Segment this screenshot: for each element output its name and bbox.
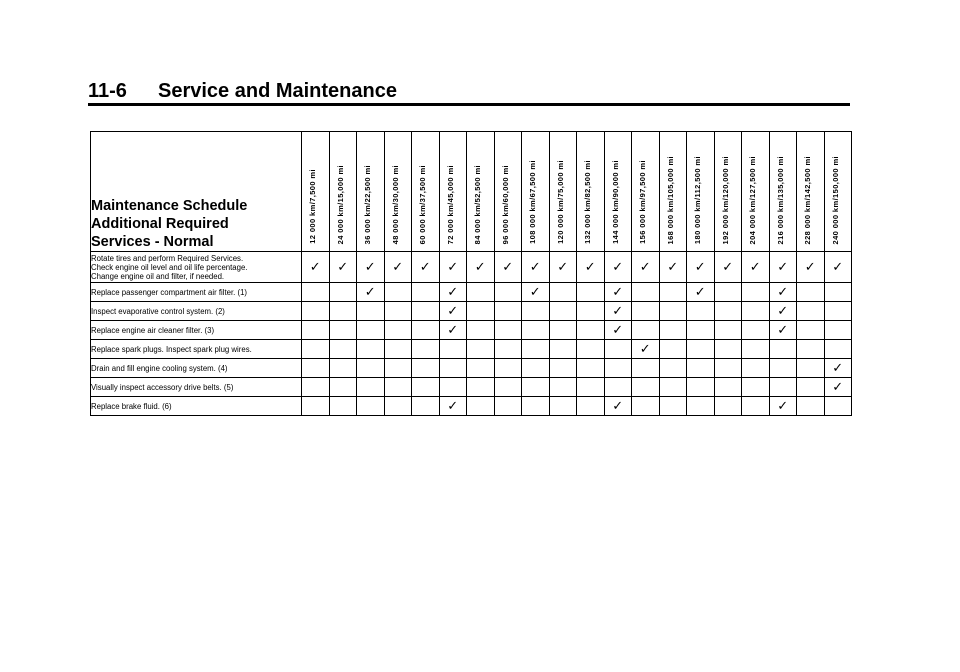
interval-cell <box>577 378 605 397</box>
interval-cell <box>632 302 660 321</box>
interval-cell <box>329 397 357 416</box>
interval-cell <box>632 283 660 302</box>
service-description <box>91 397 302 416</box>
service-text: Visually inspect accessory drive belts. (5) <box>91 382 234 392</box>
interval-cell <box>522 359 550 378</box>
interval-cell <box>412 302 440 321</box>
interval-cell <box>687 321 715 340</box>
interval-cell <box>384 378 412 397</box>
interval-cell <box>604 359 632 378</box>
interval-cell <box>604 283 632 302</box>
page-number: 11-6 <box>88 80 127 102</box>
interval-cell <box>494 340 522 359</box>
checkmark-icon: ✓ <box>447 304 459 319</box>
interval-cell <box>439 397 467 416</box>
interval-cell <box>357 378 385 397</box>
checkmark-icon: ✓ <box>447 399 459 414</box>
interval-cell <box>384 252 412 283</box>
interval-cell <box>467 397 495 416</box>
interval-cell <box>687 378 715 397</box>
interval-header <box>577 132 605 252</box>
interval-cell <box>412 397 440 416</box>
interval-cell <box>659 340 687 359</box>
service-description <box>91 321 302 340</box>
interval-cell <box>714 302 742 321</box>
interval-cell <box>604 252 632 283</box>
interval-cell <box>632 321 660 340</box>
interval-cell <box>824 340 852 359</box>
interval-cell <box>384 340 412 359</box>
interval-label: 132 000 km/82,500 mi <box>583 160 592 244</box>
interval-cell <box>522 252 550 283</box>
checkmark-icon: ✓ <box>584 260 596 275</box>
interval-cell <box>604 397 632 416</box>
interval-cell <box>714 252 742 283</box>
interval-header <box>742 132 770 252</box>
interval-cell <box>769 340 797 359</box>
interval-cell <box>329 359 357 378</box>
interval-cell <box>439 378 467 397</box>
checkmark-icon: ✓ <box>447 285 459 300</box>
table-header-row <box>91 132 852 252</box>
checkmark-icon: ✓ <box>832 361 844 376</box>
interval-header <box>687 132 715 252</box>
interval-label: 192 000 km/120,000 mi <box>720 155 730 244</box>
checkmark-icon: ✓ <box>392 260 404 275</box>
service-text: Replace spark plugs. Inspect spark plug wires. <box>91 344 252 354</box>
interval-header <box>522 132 550 252</box>
interval-label: 240 000 km/150,000 mi <box>830 155 840 244</box>
interval-header <box>604 132 632 252</box>
interval-label: 120 000 km/75,000 mi <box>555 160 565 244</box>
checkmark-icon: ✓ <box>557 260 569 275</box>
interval-header <box>357 132 385 252</box>
interval-label: 156 000 km/97,500 mi <box>638 160 647 244</box>
interval-cell <box>687 302 715 321</box>
interval-cell <box>742 302 770 321</box>
interval-cell <box>439 302 467 321</box>
interval-cell <box>329 378 357 397</box>
interval-header <box>769 132 797 252</box>
service-text: Check engine oil level and oil life percentage. <box>91 262 248 272</box>
checkmark-icon: ✓ <box>309 260 321 275</box>
interval-label: 168 000 km/105,000 mi <box>665 155 675 244</box>
checkmark-icon: ✓ <box>447 260 459 275</box>
interval-label: 96 000 km/60,000 mi <box>500 164 510 244</box>
interval-cell <box>302 283 330 302</box>
interval-cell <box>687 340 715 359</box>
interval-cell <box>742 340 770 359</box>
interval-cell <box>412 359 440 378</box>
interval-cell <box>577 340 605 359</box>
interval-cell <box>577 252 605 283</box>
interval-cell <box>687 397 715 416</box>
interval-label: 24 000 km/15,000 mi <box>335 164 345 244</box>
interval-cell <box>302 378 330 397</box>
interval-cell <box>824 252 852 283</box>
interval-cell <box>824 378 852 397</box>
interval-cell <box>797 321 825 340</box>
interval-cell <box>687 283 715 302</box>
interval-cell <box>577 283 605 302</box>
interval-header <box>384 132 412 252</box>
interval-cell <box>742 283 770 302</box>
interval-cell <box>769 397 797 416</box>
interval-cell <box>604 302 632 321</box>
interval-cell <box>714 283 742 302</box>
checkmark-icon: ✓ <box>722 260 734 275</box>
checkmark-icon: ✓ <box>694 260 706 275</box>
interval-cell <box>467 321 495 340</box>
interval-cell <box>797 252 825 283</box>
interval-cell <box>302 359 330 378</box>
interval-cell <box>439 283 467 302</box>
interval-header <box>302 132 330 252</box>
interval-header <box>329 132 357 252</box>
interval-cell <box>302 252 330 283</box>
interval-header <box>494 132 522 252</box>
interval-cell <box>632 397 660 416</box>
interval-cell <box>769 378 797 397</box>
interval-cell <box>522 340 550 359</box>
table-row <box>91 252 852 283</box>
interval-cell <box>797 359 825 378</box>
checkmark-icon: ✓ <box>639 342 651 357</box>
interval-cell <box>384 302 412 321</box>
interval-cell <box>412 321 440 340</box>
interval-cell <box>467 283 495 302</box>
interval-cell <box>522 302 550 321</box>
checkmark-icon: ✓ <box>749 260 761 275</box>
checkmark-icon: ✓ <box>337 260 349 275</box>
interval-label: 60 000 km/37,500 mi <box>418 164 427 244</box>
interval-cell <box>604 321 632 340</box>
interval-cell <box>357 340 385 359</box>
table-title-line: Maintenance Schedule <box>91 198 248 214</box>
interval-cell <box>714 378 742 397</box>
table-row <box>91 340 852 359</box>
interval-cell <box>522 283 550 302</box>
checkmark-icon: ✓ <box>777 323 789 338</box>
interval-cell <box>659 302 687 321</box>
interval-cell <box>329 302 357 321</box>
service-text: Replace brake fluid. (6) <box>91 401 172 411</box>
interval-cell <box>329 252 357 283</box>
interval-cell <box>769 302 797 321</box>
interval-cell <box>824 302 852 321</box>
interval-cell <box>357 283 385 302</box>
interval-cell <box>577 359 605 378</box>
interval-cell <box>494 397 522 416</box>
service-description <box>91 302 302 321</box>
interval-cell <box>494 359 522 378</box>
interval-cell <box>384 397 412 416</box>
checkmark-icon: ✓ <box>612 285 624 300</box>
interval-cell <box>824 283 852 302</box>
interval-label: 12 000 km/7,500 mi <box>308 169 317 244</box>
interval-header <box>439 132 467 252</box>
checkmark-icon: ✓ <box>639 260 651 275</box>
interval-header <box>659 132 687 252</box>
service-text: Drain and fill engine cooling system. (4) <box>91 363 228 373</box>
interval-cell <box>522 378 550 397</box>
checkmark-icon: ✓ <box>777 399 789 414</box>
checkmark-icon: ✓ <box>667 260 679 275</box>
interval-cell <box>412 378 440 397</box>
interval-cell <box>329 321 357 340</box>
checkmark-icon: ✓ <box>364 260 376 275</box>
interval-header <box>632 132 660 252</box>
interval-cell <box>494 283 522 302</box>
interval-cell <box>797 340 825 359</box>
table-row <box>91 359 852 378</box>
interval-cell <box>494 378 522 397</box>
interval-cell <box>769 283 797 302</box>
checkmark-icon: ✓ <box>777 285 789 300</box>
checkmark-icon: ✓ <box>777 260 789 275</box>
interval-cell <box>769 359 797 378</box>
interval-cell <box>742 252 770 283</box>
interval-cell <box>302 302 330 321</box>
interval-cell <box>659 321 687 340</box>
interval-header <box>549 132 577 252</box>
interval-label: 36 000 km/22,500 mi <box>363 164 372 244</box>
interval-header <box>714 132 742 252</box>
interval-cell <box>522 397 550 416</box>
checkmark-icon: ✓ <box>529 285 541 300</box>
interval-label: 204 000 km/127,500 mi <box>748 155 757 244</box>
interval-cell <box>494 302 522 321</box>
interval-cell <box>357 397 385 416</box>
checkmark-icon: ✓ <box>832 260 844 275</box>
interval-cell <box>824 397 852 416</box>
interval-cell <box>549 340 577 359</box>
service-text: Inspect evaporative control system. (2) <box>91 306 225 316</box>
interval-cell <box>687 359 715 378</box>
interval-cell <box>357 252 385 283</box>
interval-label: 108 000 km/67,500 mi <box>528 160 537 244</box>
interval-cell <box>439 252 467 283</box>
interval-cell <box>357 359 385 378</box>
interval-cell <box>412 340 440 359</box>
checkmark-icon: ✓ <box>804 260 816 275</box>
interval-cell <box>714 321 742 340</box>
interval-cell <box>494 321 522 340</box>
interval-cell <box>302 340 330 359</box>
interval-cell <box>714 340 742 359</box>
interval-cell <box>742 378 770 397</box>
interval-cell <box>687 252 715 283</box>
interval-cell <box>824 359 852 378</box>
interval-cell <box>549 283 577 302</box>
table-row <box>91 321 852 340</box>
interval-label: 144 000 km/90,000 mi <box>610 160 620 244</box>
interval-cell <box>742 359 770 378</box>
interval-cell <box>797 302 825 321</box>
interval-cell <box>714 359 742 378</box>
interval-cell <box>659 397 687 416</box>
interval-cell <box>604 340 632 359</box>
interval-cell <box>604 378 632 397</box>
interval-cell <box>329 340 357 359</box>
interval-cell <box>384 283 412 302</box>
interval-cell <box>632 252 660 283</box>
interval-cell <box>494 252 522 283</box>
interval-cell <box>439 359 467 378</box>
checkmark-icon: ✓ <box>777 304 789 319</box>
service-description <box>91 378 302 397</box>
interval-cell <box>797 378 825 397</box>
interval-cell <box>302 397 330 416</box>
interval-cell <box>522 321 550 340</box>
service-description <box>91 340 302 359</box>
checkmark-icon: ✓ <box>832 380 844 395</box>
interval-cell <box>302 321 330 340</box>
page-header <box>88 80 850 103</box>
interval-cell <box>412 252 440 283</box>
interval-cell <box>357 321 385 340</box>
interval-cell <box>659 283 687 302</box>
table-row <box>91 378 852 397</box>
interval-cell <box>797 397 825 416</box>
interval-cell <box>357 302 385 321</box>
checkmark-icon: ✓ <box>447 323 459 338</box>
checkmark-icon: ✓ <box>612 399 624 414</box>
interval-cell <box>549 302 577 321</box>
maintenance-schedule-table <box>90 131 852 416</box>
interval-cell <box>549 252 577 283</box>
interval-header <box>467 132 495 252</box>
interval-cell <box>467 378 495 397</box>
table-row <box>91 283 852 302</box>
interval-label: 48 000 km/30,000 mi <box>390 164 400 244</box>
interval-cell <box>632 359 660 378</box>
checkmark-icon: ✓ <box>474 260 486 275</box>
checkmark-icon: ✓ <box>612 260 624 275</box>
interval-cell <box>467 252 495 283</box>
header-rule <box>88 103 850 106</box>
checkmark-icon: ✓ <box>612 304 624 319</box>
interval-label: 180 000 km/112,500 mi <box>693 155 702 244</box>
table-row <box>91 302 852 321</box>
checkmark-icon: ✓ <box>502 260 514 275</box>
interval-cell <box>632 340 660 359</box>
checkmark-icon: ✓ <box>419 260 431 275</box>
interval-cell <box>659 252 687 283</box>
service-text: Rotate tires and perform Required Services. <box>91 253 244 263</box>
interval-cell <box>384 359 412 378</box>
interval-header <box>824 132 852 252</box>
service-text: Replace engine air cleaner filter. (3) <box>91 325 215 335</box>
interval-cell <box>549 378 577 397</box>
interval-cell <box>467 302 495 321</box>
interval-cell <box>549 359 577 378</box>
interval-header <box>412 132 440 252</box>
service-description <box>91 252 302 283</box>
interval-cell <box>659 359 687 378</box>
interval-cell <box>714 397 742 416</box>
interval-label: 72 000 km/45,000 mi <box>445 164 455 244</box>
interval-header <box>797 132 825 252</box>
interval-cell <box>742 321 770 340</box>
interval-cell <box>769 252 797 283</box>
interval-cell <box>412 283 440 302</box>
interval-label: 228 000 km/142,500 mi <box>803 155 812 244</box>
interval-label: 84 000 km/52,500 mi <box>473 164 482 244</box>
interval-cell <box>824 321 852 340</box>
checkmark-icon: ✓ <box>612 323 624 338</box>
interval-cell <box>439 321 467 340</box>
interval-label: 216 000 km/135,000 mi <box>775 155 785 244</box>
interval-cell <box>742 397 770 416</box>
service-description <box>91 359 302 378</box>
interval-cell <box>769 321 797 340</box>
table-body <box>91 252 852 416</box>
interval-cell <box>384 321 412 340</box>
service-description <box>91 283 302 302</box>
interval-cell <box>577 302 605 321</box>
table-row <box>91 397 852 416</box>
service-text: Replace passenger compartment air filter. (1) <box>91 287 248 297</box>
interval-cell <box>467 340 495 359</box>
checkmark-icon: ✓ <box>364 285 376 300</box>
service-text: Change engine oil and filter, if needed. <box>91 271 225 281</box>
interval-cell <box>439 340 467 359</box>
section-title: Service and Maintenance <box>158 80 397 102</box>
table-title-line: Additional Required <box>91 216 229 232</box>
interval-cell <box>577 321 605 340</box>
interval-cell <box>329 283 357 302</box>
checkmark-icon: ✓ <box>694 285 706 300</box>
interval-cell <box>797 283 825 302</box>
table-title-line: Services - Normal <box>91 234 214 250</box>
interval-cell <box>632 378 660 397</box>
interval-cell <box>577 397 605 416</box>
table-title <box>91 132 302 252</box>
interval-cell <box>549 397 577 416</box>
checkmark-icon: ✓ <box>529 260 541 275</box>
interval-cell <box>467 359 495 378</box>
interval-cell <box>549 321 577 340</box>
interval-cell <box>659 378 687 397</box>
